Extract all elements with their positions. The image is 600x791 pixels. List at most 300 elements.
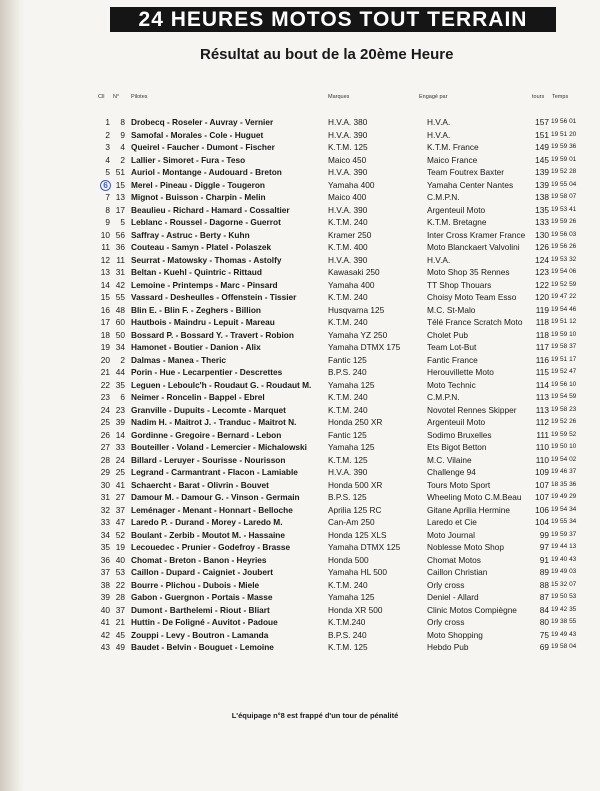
number-cell: 22 <box>115 579 125 590</box>
number-cell: 11 <box>116 254 125 265</box>
table-row <box>0 241 600 254</box>
entrant-cell: Gitane Aprilia Hermine <box>427 504 511 515</box>
rank-cell: 22 <box>100 379 110 390</box>
rank-cell: 10 <box>100 229 110 240</box>
entrant-cell: Choisy Moto Team Esso <box>427 292 517 302</box>
entrant-cell: C.M.P.N. <box>427 192 460 202</box>
laps-cell: 89 <box>539 567 549 577</box>
time-cell: 19 56 10 <box>551 380 577 388</box>
laps-cell: 113 <box>535 404 549 415</box>
time-cell: 19 40 43 <box>551 555 577 563</box>
entrant-cell: Team Foutrex Baxter <box>427 167 505 177</box>
table-row <box>0 291 600 304</box>
brand-cell: H.V.A. 390 <box>328 467 368 477</box>
number-cell: 2 <box>120 354 125 365</box>
entrant-cell: Caillon Christian <box>427 567 488 577</box>
brand-cell: Maico 450 <box>328 154 367 165</box>
brand-cell: Yamaha 125 <box>328 442 375 452</box>
table-row <box>0 541 600 554</box>
entrant-cell: Orly cross <box>427 579 465 590</box>
number-cell: 42 <box>115 279 125 290</box>
table-row <box>0 129 600 142</box>
rank-cell: 35 <box>100 542 110 552</box>
number-cell: 49 <box>115 642 125 652</box>
header-engage: Engagé par <box>419 94 448 100</box>
pilots-cell: Laredo P. - Durand - Morey - Laredo M. <box>131 517 283 527</box>
header-pilotes: Pilotes <box>131 94 148 100</box>
brand-cell: Yamaha HL 500 <box>328 567 388 577</box>
rank-cell: 37 <box>100 567 110 577</box>
table-row <box>0 491 600 504</box>
rank-cell: 23 <box>100 392 110 402</box>
table-row <box>0 229 600 242</box>
rank-cell: 41 <box>100 617 110 627</box>
laps-cell: 122 <box>535 279 549 290</box>
entrant-cell: Argenteuil Moto <box>427 417 486 427</box>
laps-cell: 120 <box>535 292 549 302</box>
entrant-cell: H.V.A. <box>427 117 451 127</box>
time-cell: 19 55 34 <box>551 518 577 525</box>
rank-cell: 29 <box>100 467 110 477</box>
number-cell: 60 <box>115 317 125 327</box>
brand-cell: K.T.M. 125 <box>328 454 368 465</box>
title-text: Résultat au bout de la 20ème Heure <box>200 46 454 63</box>
number-cell: 37 <box>115 504 125 515</box>
number-cell: 41 <box>115 479 125 490</box>
table-row <box>0 554 600 567</box>
entrant-cell: Chomat Motos <box>427 554 481 565</box>
entrant-cell: Noblesse Moto Shop <box>427 542 505 552</box>
number-cell: 27 <box>115 492 125 502</box>
number-cell: 35 <box>115 379 125 390</box>
laps-cell: 114 <box>535 379 549 390</box>
laps-cell: 110 <box>535 442 549 452</box>
number-cell: 45 <box>115 629 125 640</box>
laps-cell: 84 <box>539 604 549 615</box>
laps-cell: 139 <box>535 179 549 190</box>
laps-cell: 117 <box>535 342 549 352</box>
laps-cell: 118 <box>535 317 549 327</box>
brand-cell: Yamaha DTMX 125 <box>328 542 401 552</box>
entrant-cell: Fantic France <box>427 354 478 365</box>
brand-cell: H.V.A. 390 <box>328 129 368 140</box>
number-cell: 14 <box>115 429 125 440</box>
entrant-cell: Deniel - Allard <box>427 592 479 602</box>
number-cell: 15 <box>115 179 125 190</box>
brand-cell: Yamaha YZ 250 <box>328 329 388 340</box>
brand-cell: Honda 500 <box>328 554 369 565</box>
laps-cell: 87 <box>539 592 549 602</box>
time-cell: 19 51 17 <box>551 355 577 363</box>
brand-cell: B.P.S. 240 <box>328 367 367 377</box>
time-cell: 19 52 47 <box>551 368 577 375</box>
entrant-cell: Yamaha Center Nantes <box>427 179 514 190</box>
brand-cell: K.T.M.240 <box>328 617 366 627</box>
laps-cell: 116 <box>535 354 549 365</box>
number-cell: 56 <box>115 229 125 240</box>
number-cell: 55 <box>115 292 125 302</box>
laps-cell: 107 <box>535 479 549 490</box>
brand-cell: K.T.M. 125 <box>328 642 368 652</box>
pilots-cell: Boulant - Zerbib - Moutot M. - Hassaine <box>131 529 285 540</box>
table-row <box>0 579 600 592</box>
laps-cell: 97 <box>539 542 549 552</box>
table-row <box>0 316 600 329</box>
header-tours: tours <box>532 94 545 100</box>
table-row <box>0 154 600 167</box>
entrant-cell: K.T.M. France <box>427 142 479 152</box>
table-row <box>0 341 600 354</box>
rank-cell: 40 <box>100 604 110 615</box>
table-row <box>0 441 600 454</box>
laps-cell: 113 <box>535 392 549 402</box>
number-cell: 33 <box>115 442 125 452</box>
rank-cell: 39 <box>100 592 110 602</box>
rank-cell: 42 <box>100 629 110 640</box>
pilots-cell: Leménager - Menant - Honnart - Belloche <box>131 504 293 515</box>
pilots-cell: Gordinne - Gregoire - Bernard - Lebon <box>131 429 282 440</box>
time-cell: 15 32 07 <box>551 580 577 588</box>
brand-cell: Honda XR 500 <box>328 604 383 615</box>
page-title <box>200 46 453 63</box>
time-cell: 19 56 01 <box>551 118 577 125</box>
pilots-cell: Chomat - Breton - Banon - Heyries <box>131 554 267 565</box>
rank-cell: 28 <box>100 454 110 465</box>
rank-cell: 5 <box>105 167 110 177</box>
pilots-cell: Dumont - Barthelemi - Riout - Bliart <box>131 604 270 615</box>
pilots-cell: Gabon - Guergnon - Portais - Masse <box>131 592 273 602</box>
time-cell: 19 44 13 <box>551 543 577 550</box>
table-row <box>0 616 600 629</box>
pilots-cell: Beaulieu - Richard - Hamard - Cossaltier <box>131 204 290 215</box>
number-cell: 25 <box>115 467 125 477</box>
pilots-cell: Auriol - Montange - Audouard - Breton <box>131 167 282 177</box>
pilots-cell: Huttin - De Foligné - Auvitot - Padoue <box>131 617 278 627</box>
brand-cell: K.T.M. 240 <box>328 317 368 327</box>
time-cell: 19 51 12 <box>551 318 577 325</box>
laps-cell: 135 <box>535 204 549 215</box>
time-cell: 19 50 10 <box>551 443 577 450</box>
pilots-cell: Hamonet - Boutier - Danion - Alix <box>131 342 261 352</box>
table-row <box>0 391 600 404</box>
time-cell: 19 46 37 <box>551 468 577 475</box>
brand-cell: Kramer 250 <box>328 229 372 240</box>
brand-cell: H.V.A. 390 <box>328 254 368 265</box>
brand-cell: K.T.M. 240 <box>328 292 368 302</box>
number-cell: 19 <box>115 542 125 552</box>
time-cell: 18 35 36 <box>551 480 577 488</box>
brand-cell: K.T.M. 240 <box>328 579 368 590</box>
pilots-cell: Lecouedec - Prunier - Godefroy - Brasse <box>131 542 291 552</box>
number-cell: 39 <box>115 417 125 427</box>
brand-cell: Aprilia 125 RC <box>328 504 382 515</box>
time-cell: 19 54 34 <box>551 505 577 513</box>
rank-cell: 32 <box>100 504 110 515</box>
number-cell: 6 <box>120 392 125 402</box>
time-cell: 19 56 03 <box>551 230 577 238</box>
table-row <box>0 529 600 542</box>
number-cell: 51 <box>115 167 125 177</box>
table-row <box>0 629 600 642</box>
laps-cell: 111 <box>536 429 549 440</box>
entrant-cell: Challenge 94 <box>427 467 476 477</box>
pilots-cell: Leblanc - Roussel - Dagorne - Guerrot <box>131 217 281 227</box>
rank-cell: 24 <box>100 404 110 415</box>
time-cell: 19 54 06 <box>551 268 577 275</box>
time-cell: 19 52 26 <box>551 418 577 425</box>
time-cell: 19 58 37 <box>551 343 577 350</box>
brand-cell: B.P.S. 125 <box>328 492 367 502</box>
number-cell: 40 <box>115 554 125 565</box>
time-cell: 19 58 07 <box>551 193 577 200</box>
time-cell: 19 38 55 <box>551 618 577 625</box>
brand-cell: K.T.M. 240 <box>328 217 368 227</box>
pilots-cell: Caillon - Dupard - Caigniet - Joubert <box>131 567 273 577</box>
pilots-cell: Merel - Pineau - Diggle - Tougeron <box>131 179 265 190</box>
time-cell: 19 59 10 <box>551 330 577 338</box>
table-row <box>0 116 600 129</box>
laps-cell: 110 <box>535 454 549 465</box>
number-cell: 48 <box>115 304 125 315</box>
brand-cell: Yamaha 125 <box>328 379 375 390</box>
table-row <box>0 454 600 467</box>
rank-cell: 36 <box>100 554 110 565</box>
brand-cell: K.T.M. 400 <box>328 242 368 252</box>
number-cell: 44 <box>115 367 125 377</box>
rank-cell: 33 <box>100 517 110 527</box>
time-cell: 19 53 41 <box>551 205 577 213</box>
pilots-cell: Dalmas - Manea - Theric <box>131 354 226 365</box>
entrant-cell: Ets Bigot Betton <box>427 442 487 452</box>
laps-cell: 126 <box>535 242 549 252</box>
pilots-cell: Billard - Leruyer - Sourisse - Nourisson <box>131 454 286 465</box>
time-cell: 19 59 26 <box>551 218 577 225</box>
pilots-cell: Samofal - Morales - Cole - Huguet <box>131 129 264 140</box>
time-cell: 19 59 01 <box>551 155 577 163</box>
laps-cell: 157 <box>535 117 549 127</box>
rank-cell: 18 <box>100 329 110 340</box>
number-cell: 34 <box>115 342 125 352</box>
rank-cell: 3 <box>105 142 110 152</box>
number-cell: 50 <box>115 329 125 340</box>
number-cell: 52 <box>115 529 125 540</box>
header-temps: Temps <box>552 94 569 100</box>
table-row <box>0 516 600 529</box>
time-cell: 19 42 35 <box>551 605 577 613</box>
brand-cell: H.V.A. 380 <box>328 117 368 127</box>
table-row <box>0 141 600 154</box>
number-cell: 36 <box>115 242 125 252</box>
laps-cell: 145 <box>535 154 549 165</box>
table-row <box>0 304 600 317</box>
table-row <box>0 379 600 392</box>
rank-cell: 1 <box>105 117 110 127</box>
table-row <box>0 204 600 217</box>
rank-cell: 15 <box>100 292 110 302</box>
entrant-cell: Moto Journal <box>427 529 475 540</box>
laps-cell: 91 <box>539 554 549 565</box>
table-row <box>0 566 600 579</box>
laps-cell: 99 <box>539 529 549 540</box>
laps-cell: 115 <box>535 367 549 377</box>
pilots-cell: Mignot - Buisson - Charpin - Melin <box>131 192 266 202</box>
pilots-cell: Neimer - Roncelin - Bappel - Ebrel <box>131 392 265 402</box>
rank-cell: 4 <box>105 154 110 165</box>
brand-cell: Maico 400 <box>328 192 367 202</box>
header-marques: Marques <box>328 94 350 100</box>
entrant-cell: Wheeling Moto C.M.Beau <box>427 492 522 502</box>
entrant-cell: Novotel Rennes Skipper <box>427 404 517 415</box>
laps-cell: 112 <box>535 417 549 427</box>
header-cl: Cll <box>98 94 105 100</box>
results-table <box>0 116 600 654</box>
brand-cell: K.T.M. 125 <box>328 142 368 152</box>
brand-cell: Can-Am 250 <box>328 517 375 527</box>
pilots-cell: Saffray - Astruc - Berty - Kuhn <box>131 229 250 240</box>
time-cell: 19 50 53 <box>551 593 577 600</box>
rank-cell: 26 <box>100 429 110 440</box>
table-row <box>0 354 600 367</box>
rank-cell: 31 <box>100 492 110 502</box>
table-row <box>0 466 600 479</box>
table-row <box>0 366 600 379</box>
table-row <box>0 504 600 517</box>
number-cell: 17 <box>115 204 125 215</box>
laps-cell: 80 <box>539 617 549 627</box>
laps-cell: 130 <box>535 229 549 240</box>
time-cell: 19 47 22 <box>551 293 577 300</box>
table-row <box>0 216 600 229</box>
brand-cell: Yamaha 125 <box>328 592 375 602</box>
pilots-cell: Queirel - Faucher - Dumont - Fischer <box>131 142 275 152</box>
time-cell: 19 51 20 <box>551 130 577 138</box>
rank-cell: 25 <box>100 417 110 427</box>
brand-cell: Honda 500 XR <box>328 479 383 490</box>
table-row <box>0 404 600 417</box>
entrant-cell: C.M.P.N. <box>427 392 460 402</box>
rank-cell: 27 <box>100 442 110 452</box>
header-no: N° <box>113 94 120 100</box>
table-row <box>0 479 600 492</box>
brand-cell: B.P.S. 240 <box>328 629 367 640</box>
brand-cell: Honda 250 XR <box>328 417 383 427</box>
time-cell: 19 58 23 <box>551 405 577 413</box>
penalty-note: L'équipage n°8 est frappé d'un tour de pénalité <box>231 711 399 720</box>
table-row <box>0 266 600 279</box>
time-cell: 19 54 02 <box>551 455 577 463</box>
laps-cell: 104 <box>535 517 549 527</box>
brand-cell: Fantic 125 <box>328 429 367 440</box>
number-cell: 37 <box>115 604 125 615</box>
pilots-cell: Couteau - Samyn - Platel - Polaszek <box>131 242 272 252</box>
pilots-cell: Hautbois - Maindru - Lepuit - Mareau <box>131 317 275 327</box>
pilots-cell: Leguen - Leboulc'h - Roudaut G. - Roudaut M. <box>131 379 312 390</box>
table-row <box>0 329 600 342</box>
table-row <box>0 429 600 442</box>
entrant-cell: Maico France <box>427 154 478 165</box>
entrant-cell: Sodimo Bruxelles <box>427 429 492 440</box>
pilots-cell: Drobecq - Roseler - Auvray - Vernier <box>131 117 274 127</box>
pilots-cell: Beltan - Kuehl - Quintric - Rittaud <box>131 267 262 277</box>
laps-cell: 75 <box>539 629 549 640</box>
rank-cell: 9 <box>105 217 110 227</box>
rank-cell: 16 <box>100 304 110 315</box>
entrant-cell: Télé France Scratch Moto <box>427 317 523 327</box>
brand-cell: Husqvarna 125 <box>328 304 385 315</box>
table-row <box>0 254 600 267</box>
table-row <box>0 591 600 604</box>
brand-cell: K.T.M. 240 <box>328 392 368 402</box>
number-cell: 2 <box>120 154 125 165</box>
entrant-cell: M.C. St-Malo <box>427 304 476 315</box>
pilots-cell: Bouteiller - Voland - Lemercier - Michalowski <box>131 442 307 452</box>
rank-cell: 20 <box>100 354 110 365</box>
number-cell: 23 <box>115 404 125 415</box>
table-row <box>0 166 600 179</box>
rank-cell: 12 <box>100 254 110 265</box>
laps-cell: 69 <box>539 642 549 652</box>
brand-cell: Kawasaki 250 <box>328 267 380 277</box>
brand-cell: Fantic 125 <box>328 354 367 365</box>
laps-cell: 118 <box>535 329 549 340</box>
entrant-cell: Laredo et Cie <box>427 517 477 527</box>
laps-cell: 138 <box>535 192 549 202</box>
number-cell: 4 <box>120 142 125 152</box>
entrant-cell: Moto Shop 35 Rennes <box>427 267 510 277</box>
laps-cell: 123 <box>535 267 549 277</box>
time-cell: 19 54 59 <box>551 393 577 400</box>
number-cell: 9 <box>120 129 125 140</box>
laps-cell: 88 <box>539 579 549 590</box>
rank-cell: 21 <box>100 367 110 377</box>
page-banner: 24 HEURES MOTOS TOUT TERRAIN <box>110 7 556 32</box>
rank-cell: 43 <box>100 642 110 652</box>
laps-cell: 107 <box>535 492 549 502</box>
entrant-cell: Orly cross <box>427 617 465 627</box>
brand-cell: H.V.A. 390 <box>328 204 368 215</box>
rank-cell: 2 <box>105 129 110 140</box>
number-cell: 24 <box>115 454 125 465</box>
entrant-cell: Clinic Motos Compiègne <box>427 604 517 615</box>
pilots-cell: Damour M. - Damour G. - Vinson - Germain <box>131 492 300 502</box>
entrant-cell: H.V.A. <box>427 129 451 140</box>
time-cell: 19 56 26 <box>551 243 577 250</box>
entrant-cell: Cholet Pub <box>427 329 469 340</box>
laps-cell: 149 <box>535 142 549 152</box>
table-row <box>0 416 600 429</box>
pilots-cell: Lemoine - Printemps - Marc - Pinsard <box>131 279 278 290</box>
rank-cell: 34 <box>100 529 110 540</box>
brand-cell: K.T.M. 240 <box>328 404 368 415</box>
entrant-cell: Tours Moto Sport <box>427 479 491 490</box>
number-cell: 47 <box>115 517 125 527</box>
pilots-cell: Baudet - Belvin - Bouguet - Lemoine <box>131 642 274 652</box>
pilots-cell: Vassard - Desheulles - Offenstein - Tissier <box>131 292 297 302</box>
pilots-cell: Blin E. - Blin F. - Zeghers - Billion <box>131 304 261 315</box>
time-cell: 19 54 46 <box>551 305 577 313</box>
entrant-cell: Moto Blanckaert Valvolini <box>427 242 520 252</box>
time-cell: 19 49 29 <box>551 493 577 500</box>
time-cell: 19 59 52 <box>551 430 577 438</box>
entrant-cell: Inter Cross Kramer France <box>427 229 526 240</box>
table-row <box>0 179 600 192</box>
rank-cell: 13 <box>100 267 110 277</box>
rank-cell: 7 <box>105 192 110 202</box>
pilots-cell: Legrand - Carmantrant - Flacon - Lamiable <box>131 467 298 477</box>
rank-cell: 17 <box>100 317 110 327</box>
rank-cell: 11 <box>101 242 110 252</box>
entrant-cell: M.C. Vilaine <box>427 454 472 465</box>
